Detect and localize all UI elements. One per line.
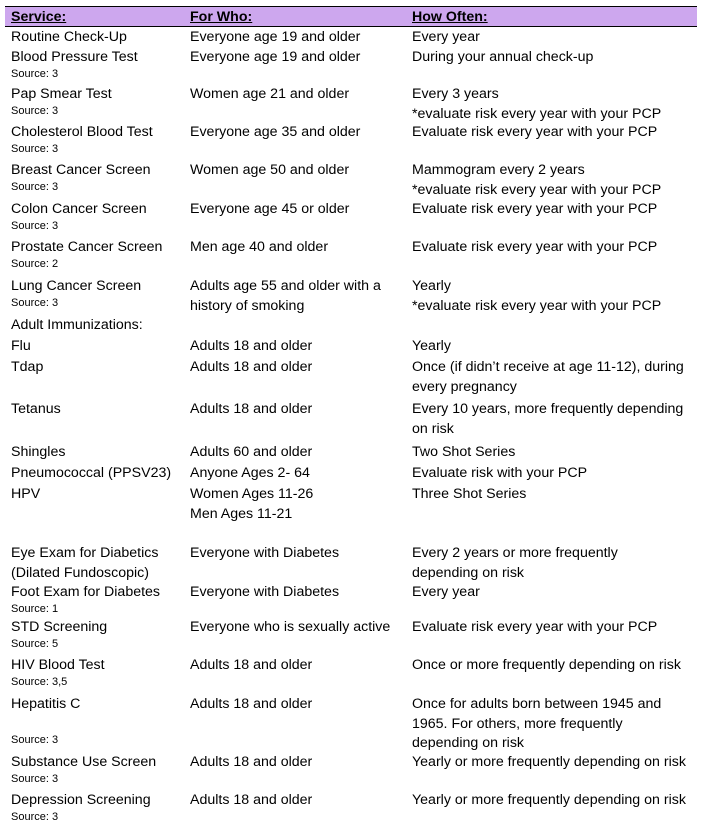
how-often-cell: Yearly (412, 338, 451, 354)
how-often-cell: Once (if didn’t receive at age 11-12), during every pregnancy (412, 359, 684, 395)
for-who-cell: Adults 18 and older (190, 657, 313, 673)
for-who-cell: Adults 18 and older (190, 338, 313, 354)
how-often-cell: Every 3 years *evaluate risk every year with your PCP (412, 86, 662, 122)
service-name: Substance Use Screen (11, 754, 157, 770)
for-who-cell: Adults 60 and older (190, 444, 313, 460)
how-often-cell: Every 10 years, more frequently depending on risk (412, 401, 684, 437)
source-note: Source: 3 (11, 772, 59, 785)
source-note: Source: 3 (11, 104, 59, 117)
for-who-cell: Women Ages 11-26 Men Ages 11-21 (190, 486, 314, 522)
service-name: HPV (11, 486, 41, 502)
source-note: Source: 3,5 (11, 675, 68, 688)
service-cell (11, 656, 189, 689)
how-often-cell: Yearly or more frequently depending on risk (412, 754, 686, 770)
service-name: Routine Check-Up (11, 29, 127, 45)
source-note: Source: 3 (11, 733, 59, 746)
service-cell (11, 485, 189, 505)
for-who-cell: Women age 21 and older (190, 86, 350, 102)
service-name: Adult Immunizations: (11, 317, 143, 333)
for-who-cell: Adults 18 and older (190, 696, 313, 712)
service-cell (11, 618, 189, 651)
service-cell (11, 337, 189, 357)
how-often-cell: Evaluate risk every year with your PCP (412, 239, 658, 255)
how-often-cell: Two Shot Series (412, 444, 516, 460)
for-who-cell: Adults 18 and older (190, 359, 313, 375)
source-note: Source: 5 (11, 637, 59, 650)
how-often-cell: Evaluate risk with your PCP (412, 465, 588, 481)
for-who-cell: Anyone Ages 2- 64 (190, 465, 310, 481)
service-cell (11, 791, 189, 824)
service-name: Tdap (11, 359, 44, 375)
service-cell (11, 464, 189, 484)
how-often-cell: Evaluate risk every year with your PCP (412, 124, 658, 140)
for-who-cell: Men age 40 and older (190, 239, 329, 255)
service-name: Colon Cancer Screen (11, 201, 147, 217)
service-name: Pneumococcal (PPSV23) (11, 465, 172, 481)
for-who-cell: Everyone age 35 and older (190, 124, 361, 140)
source-note: Source: 1 (11, 602, 59, 615)
for-who-cell: Everyone age 19 and older (190, 49, 361, 65)
service-cell (11, 161, 189, 194)
service-cell (11, 544, 189, 583)
for-who-cell: Adults 18 and older (190, 792, 313, 808)
service-name: Lung Cancer Screen (11, 278, 142, 294)
service-cell (11, 200, 189, 233)
service-name: Prostate Cancer Screen (11, 239, 163, 255)
how-often-cell: Every year (412, 584, 480, 600)
service-cell (11, 123, 189, 156)
how-often-cell: Mammogram every 2 years *evaluate risk every year with your PCP (412, 162, 662, 198)
source-note: Source: 3 (11, 180, 59, 193)
service-name: Foot Exam for Diabetes (11, 584, 161, 600)
service-cell (11, 85, 189, 118)
service-name: STD Screening (11, 619, 108, 635)
header-service: Service: (11, 9, 67, 25)
service-cell (11, 238, 189, 271)
for-who-cell: Women age 50 and older (190, 162, 350, 178)
service-name: Pap Smear Test (11, 86, 112, 102)
service-name: Flu (11, 338, 31, 354)
service-name: Eye Exam for Diabetics (Dilated Fundoscopic) (11, 545, 159, 581)
service-name: Hepatitis C (11, 696, 81, 712)
source-note: Source: 3 (11, 219, 59, 232)
for-who-cell: Adults 18 and older (190, 401, 313, 417)
source-note: Source: 2 (11, 257, 59, 270)
header-for-who: For Who: (190, 9, 253, 25)
for-who-cell: Everyone age 45 or older (190, 201, 350, 217)
service-name: Tetanus (11, 401, 61, 417)
service-name: Breast Cancer Screen (11, 162, 151, 178)
service-cell (11, 583, 189, 616)
for-who-cell: Everyone with Diabetes (190, 584, 340, 600)
service-cell (11, 753, 189, 786)
how-often-cell: Evaluate risk every year with your PCP (412, 619, 658, 635)
service-cell (11, 316, 189, 336)
how-often-cell: Yearly or more frequently depending on risk (412, 792, 686, 808)
source-note: Source: 3 (11, 67, 59, 80)
service-name: Blood Pressure Test (11, 49, 138, 65)
source-note: Source: 3 (11, 810, 59, 823)
service-cell (11, 48, 189, 81)
for-who-cell: Adults age 55 and older with a history of smoking (190, 278, 381, 314)
how-often-cell: Evaluate risk every year with your PCP (412, 201, 658, 217)
service-name: Shingles (11, 444, 66, 460)
for-who-cell: Everyone who is sexually active (190, 619, 391, 635)
how-often-cell: Once for adults born between 1945 and 1965. For others, more frequently depending on risk (412, 696, 662, 751)
service-cell (11, 400, 189, 420)
how-often-cell: Three Shot Series (412, 486, 527, 502)
service-cell (11, 695, 189, 747)
service-name: Depression Screening (11, 792, 151, 808)
header-how-often: How Often: (412, 9, 488, 25)
for-who-cell: Adults 18 and older (190, 754, 313, 770)
how-often-cell: Once or more frequently depending on risk (412, 657, 681, 673)
service-cell (11, 277, 189, 310)
for-who-cell: Everyone age 19 and older (190, 29, 361, 45)
service-cell (11, 28, 189, 48)
table-header (5, 6, 697, 27)
service-name: HIV Blood Test (11, 657, 105, 673)
source-note: Source: 3 (11, 142, 59, 155)
service-cell (11, 443, 189, 463)
how-often-cell: Every year (412, 29, 480, 45)
service-name: Cholesterol Blood Test (11, 124, 153, 140)
source-note: Source: 3 (11, 296, 59, 309)
how-often-cell: Every 2 years or more frequently depending on risk (412, 545, 618, 581)
how-often-cell: During your annual check-up (412, 49, 594, 65)
how-often-cell: Yearly *evaluate risk every year with your PCP (412, 278, 662, 314)
service-cell (11, 358, 189, 378)
for-who-cell: Everyone with Diabetes (190, 545, 340, 561)
